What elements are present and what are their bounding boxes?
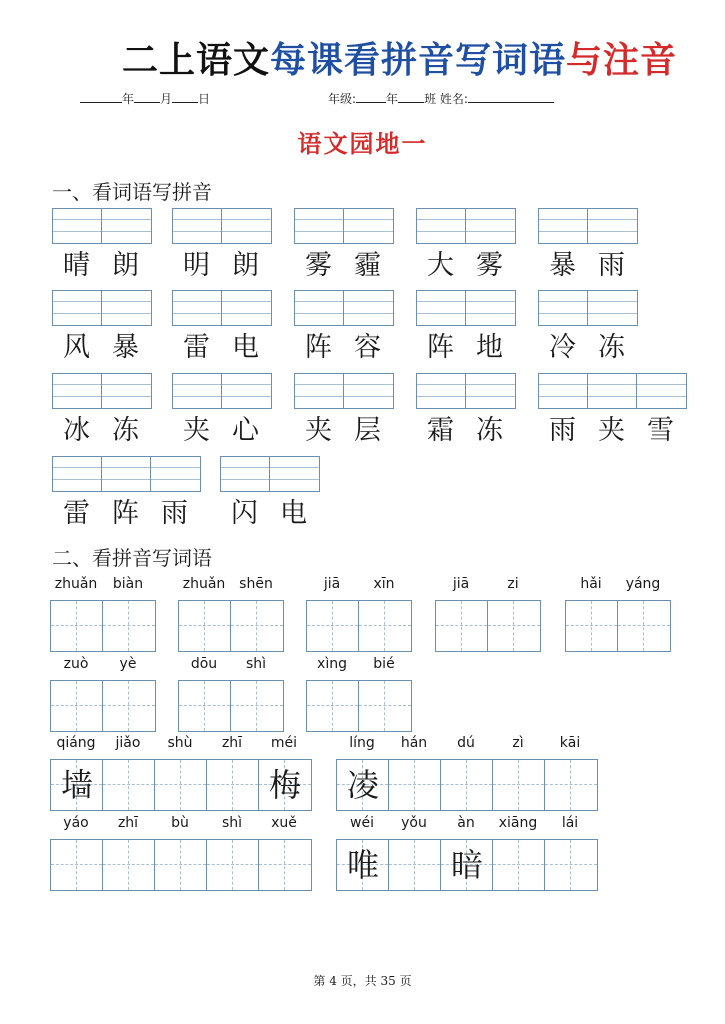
tianzige-cell[interactable]	[155, 760, 207, 810]
tianzige-cell[interactable]	[307, 601, 359, 651]
page-footer: 第 4 页，共 35 页	[313, 974, 412, 988]
tianzige-cell[interactable]	[337, 760, 389, 810]
pinyin-label: xīn	[373, 576, 395, 592]
tianzige-cell[interactable]	[259, 840, 311, 890]
tianzige-grid	[336, 759, 598, 811]
word-item	[538, 290, 638, 368]
date-fields	[80, 90, 210, 107]
pinyin-cell[interactable]	[173, 291, 222, 325]
tianzige-cell[interactable]	[155, 840, 207, 890]
word-characters	[52, 246, 152, 286]
year-label: 年	[122, 92, 135, 106]
tianzige-cell[interactable]	[545, 760, 597, 810]
student-info-row	[80, 90, 640, 110]
pinyin-label: bù	[171, 815, 189, 831]
pinyin-label: yáo	[63, 815, 89, 831]
hanzi-char: 地	[476, 332, 503, 363]
tianzige-cell[interactable]	[359, 601, 411, 651]
month-blank[interactable]	[134, 91, 160, 103]
hanzi-char: 雨	[161, 498, 188, 529]
word-item	[538, 208, 638, 286]
word-item	[416, 290, 516, 368]
hanzi-char: 阵	[427, 332, 454, 363]
pinyin-writing-box[interactable]	[294, 208, 394, 244]
hanzi-char: 层	[354, 415, 381, 446]
pinyin-cell[interactable]	[270, 457, 319, 491]
word-characters	[538, 328, 638, 368]
tianzige-grid	[50, 680, 156, 732]
hanzi-char: 容	[354, 332, 381, 363]
pinyin-label: àn	[457, 815, 475, 831]
word-item	[52, 456, 201, 534]
word-characters	[220, 494, 320, 534]
grade-year-label: 年	[386, 92, 399, 106]
pinyin-cell[interactable]	[53, 291, 102, 325]
pinyin-writing-box[interactable]	[52, 456, 201, 492]
word-item	[172, 208, 272, 286]
pinyin-label: shù	[167, 735, 193, 751]
tianzige-cell[interactable]	[231, 681, 283, 731]
tianzige-cell[interactable]	[259, 760, 311, 810]
pinyin-writing-box[interactable]	[52, 373, 152, 409]
hanzi-char: 冷	[549, 332, 576, 363]
pinyin-cell[interactable]	[588, 291, 637, 325]
name-blank[interactable]	[468, 91, 554, 103]
pinyin-label: zhuǎn	[54, 576, 98, 592]
hanzi-char: 风	[63, 332, 90, 363]
pinyin-cell[interactable]	[466, 209, 515, 243]
pinyin-cell[interactable]	[417, 209, 466, 243]
hanzi-char: 雷	[183, 332, 210, 363]
hanzi-char: 雾	[305, 250, 332, 281]
tianzige-grid	[50, 600, 156, 652]
title-part-exercise: 每课看拼音写词语	[270, 40, 567, 81]
word-characters	[294, 246, 394, 286]
word-characters	[52, 494, 201, 534]
pinyin-label: shì	[245, 656, 267, 672]
word-item	[416, 208, 516, 286]
pinyin-label: bié	[373, 656, 395, 672]
hanzi-char: 明	[183, 250, 210, 281]
pinyin-writing-box[interactable]	[52, 290, 152, 326]
pinyin-cell[interactable]	[173, 374, 222, 408]
pinyin-label: lái	[561, 815, 579, 831]
hanzi-char: 冻	[476, 415, 503, 446]
pinyin-cell[interactable]	[222, 291, 271, 325]
tianzige-cell[interactable]	[545, 840, 597, 890]
pinyin-label: shēn	[239, 576, 273, 592]
tianzige-cell[interactable]	[179, 681, 231, 731]
pinyin-cell[interactable]	[151, 457, 200, 491]
word-item	[416, 373, 516, 451]
tianzige-grid	[336, 839, 598, 891]
word-item	[294, 290, 394, 368]
hanzi-char: 冰	[63, 415, 90, 446]
word-characters	[52, 411, 152, 451]
given-character: 暗	[450, 846, 483, 884]
pinyin-cell[interactable]	[295, 209, 344, 243]
pinyin-writing-box[interactable]	[416, 208, 516, 244]
pinyin-writing-box[interactable]	[416, 290, 516, 326]
pinyin-cell[interactable]	[417, 374, 466, 408]
tianzige-cell[interactable]	[207, 760, 259, 810]
given-character: 墙	[60, 766, 93, 804]
pinyin-writing-box[interactable]	[416, 373, 516, 409]
pinyin-cell[interactable]	[588, 374, 637, 408]
word-characters	[538, 411, 687, 451]
class-blank[interactable]	[398, 91, 424, 103]
tianzige-cell[interactable]	[103, 681, 155, 731]
pinyin-writing-box[interactable]	[220, 456, 320, 492]
pinyin-label: jiā	[452, 576, 470, 592]
pinyin-label: kāi	[559, 735, 581, 751]
hanzi-char: 冻	[598, 332, 625, 363]
tianzige-grid	[50, 759, 312, 811]
word-characters	[294, 411, 394, 451]
pinyin-label: wéi	[350, 815, 374, 831]
pinyin-cell[interactable]	[588, 209, 637, 243]
pinyin-cell[interactable]	[539, 209, 588, 243]
pinyin-label: zì	[512, 735, 524, 751]
word-item	[220, 456, 320, 534]
pinyin-label: líng	[349, 735, 375, 751]
pinyin-label: qiáng	[56, 735, 96, 751]
hanzi-char: 闪	[231, 498, 258, 529]
pinyin-writing-box[interactable]	[294, 373, 394, 409]
pinyin-writing-box[interactable]	[294, 290, 394, 326]
lesson-title: 语文园地一	[297, 129, 428, 158]
hanzi-char: 暴	[112, 332, 139, 363]
word-characters	[416, 411, 516, 451]
grade-label: 年级:	[328, 92, 357, 106]
pinyin-label: jiā	[323, 576, 341, 592]
tianzige-cell[interactable]	[207, 840, 259, 890]
hanzi-char: 雷	[63, 498, 90, 529]
name-label: 姓名:	[439, 92, 468, 106]
pinyin-cell[interactable]	[222, 374, 271, 408]
hanzi-char: 霜	[427, 415, 454, 446]
tianzige-grid	[178, 680, 284, 732]
pinyin-label: xuě	[271, 815, 297, 831]
hanzi-char: 霾	[354, 250, 381, 281]
pinyin-cell[interactable]	[102, 209, 151, 243]
tianzige-cell[interactable]	[488, 601, 540, 651]
class-label: 班	[424, 92, 437, 106]
year-blank[interactable]	[80, 91, 122, 103]
tianzige-grid	[50, 839, 312, 891]
pinyin-cell[interactable]	[295, 374, 344, 408]
hanzi-char: 冻	[112, 415, 139, 446]
pinyin-cell[interactable]	[53, 209, 102, 243]
word-characters	[52, 328, 152, 368]
pinyin-cell[interactable]	[539, 374, 588, 408]
pinyin-label: zhuǎn	[182, 576, 226, 592]
hanzi-char: 朗	[232, 250, 259, 281]
tianzige-cell[interactable]	[359, 681, 411, 731]
pinyin-cell[interactable]	[417, 291, 466, 325]
pinyin-cell[interactable]	[102, 374, 151, 408]
tianzige-cell[interactable]	[103, 601, 155, 651]
title-part-grade: 二上语文	[122, 40, 271, 81]
hanzi-char: 雨	[598, 250, 625, 281]
tianzige-cell[interactable]	[307, 681, 359, 731]
pinyin-label: zuò	[63, 656, 89, 672]
class-fields	[328, 90, 554, 107]
hanzi-char: 电	[232, 332, 259, 363]
pinyin-label: jiǎo	[115, 735, 141, 751]
pinyin-label: dōu	[190, 656, 218, 672]
pinyin-label: xìng	[317, 656, 347, 672]
tianzige-cell[interactable]	[618, 601, 670, 651]
tianzige-cell[interactable]	[389, 840, 441, 890]
tianzige-cell[interactable]	[51, 760, 103, 810]
pinyin-cell[interactable]	[466, 374, 515, 408]
tianzige-grid	[178, 600, 284, 652]
hanzi-char: 晴	[63, 250, 90, 281]
tianzige-grid	[306, 600, 412, 652]
tianzige-cell[interactable]	[441, 840, 493, 890]
word-item	[52, 208, 152, 286]
pinyin-label: shì	[221, 815, 243, 831]
hanzi-char: 雪	[647, 415, 674, 446]
pinyin-writing-box[interactable]	[172, 373, 272, 409]
pinyin-cell[interactable]	[466, 291, 515, 325]
word-characters	[416, 246, 516, 286]
word-item	[538, 373, 687, 451]
pinyin-label: xiāng	[498, 815, 538, 831]
pinyin-label: biàn	[112, 576, 144, 592]
tianzige-cell[interactable]	[436, 601, 488, 651]
tianzige-cell[interactable]	[493, 760, 545, 810]
tianzige-cell[interactable]	[389, 760, 441, 810]
tianzige-cell[interactable]	[337, 840, 389, 890]
pinyin-cell[interactable]	[344, 209, 393, 243]
given-character: 凌	[346, 766, 379, 804]
tianzige-cell[interactable]	[179, 601, 231, 651]
pinyin-writing-box[interactable]	[538, 290, 638, 326]
day-blank[interactable]	[172, 91, 198, 103]
pinyin-cell[interactable]	[539, 291, 588, 325]
title-part-phonetic: 注音	[603, 40, 678, 81]
word-item	[172, 290, 272, 368]
word-item	[294, 208, 394, 286]
tianzige-grid	[306, 680, 412, 732]
word-item	[172, 373, 272, 451]
tianzige-cell[interactable]	[51, 681, 103, 731]
pinyin-cell[interactable]	[344, 374, 393, 408]
pinyin-label: zhī	[221, 735, 243, 751]
pinyin-label: hǎi	[580, 576, 602, 592]
tianzige-cell[interactable]	[51, 601, 103, 651]
pinyin-cell[interactable]	[295, 291, 344, 325]
hanzi-char: 阵	[305, 332, 332, 363]
hanzi-char: 暴	[549, 250, 576, 281]
hanzi-char: 夹	[598, 415, 625, 446]
given-character: 梅	[268, 766, 301, 804]
title-part-and: 与	[566, 40, 604, 81]
tianzige-cell[interactable]	[441, 760, 493, 810]
pinyin-label: yǒu	[401, 815, 427, 831]
given-character: 唯	[346, 846, 379, 884]
pinyin-writing-box[interactable]	[172, 208, 272, 244]
section1-title: 一、看词语写拼音	[52, 180, 212, 204]
hanzi-char: 心	[232, 415, 259, 446]
grade-blank[interactable]	[356, 91, 386, 103]
word-item	[52, 373, 152, 451]
tianzige-cell[interactable]	[231, 601, 283, 651]
tianzige-cell[interactable]	[103, 760, 155, 810]
pinyin-label: dú	[457, 735, 475, 751]
pinyin-label: méi	[270, 735, 298, 751]
word-item	[294, 373, 394, 451]
pinyin-cell[interactable]	[344, 291, 393, 325]
month-label: 月	[160, 92, 173, 106]
hanzi-char: 大	[427, 250, 454, 281]
word-item	[52, 290, 152, 368]
pinyin-cell[interactable]	[222, 209, 271, 243]
pinyin-cell[interactable]	[53, 374, 102, 408]
pinyin-writing-box[interactable]	[538, 373, 687, 409]
tianzige-cell[interactable]	[493, 840, 545, 890]
hanzi-char: 朗	[112, 250, 139, 281]
pinyin-cell[interactable]	[173, 209, 222, 243]
tianzige-grid	[435, 600, 541, 652]
tianzige-cell[interactable]	[51, 840, 103, 890]
pinyin-label: yè	[119, 656, 137, 672]
pinyin-cell[interactable]	[637, 374, 686, 408]
word-characters	[294, 328, 394, 368]
word-characters	[172, 411, 272, 451]
word-characters	[172, 328, 272, 368]
pinyin-label: hán	[400, 735, 428, 751]
hanzi-char: 夹	[305, 415, 332, 446]
tianzige-cell[interactable]	[103, 840, 155, 890]
pinyin-cell[interactable]	[221, 457, 270, 491]
hanzi-char: 电	[280, 498, 307, 529]
pinyin-writing-box[interactable]	[538, 208, 638, 244]
section2-title: 二、看拼音写词语	[52, 546, 212, 570]
word-characters	[172, 246, 272, 286]
hanzi-char: 夹	[183, 415, 210, 446]
pinyin-cell[interactable]	[102, 457, 151, 491]
pinyin-label: yáng	[625, 576, 661, 592]
hanzi-char: 阵	[112, 498, 139, 529]
hanzi-char: 雾	[476, 250, 503, 281]
pinyin-writing-box[interactable]	[52, 208, 152, 244]
pinyin-cell[interactable]	[53, 457, 102, 491]
hanzi-char: 雨	[549, 415, 576, 446]
pinyin-label: zhī	[117, 815, 139, 831]
word-characters	[538, 246, 638, 286]
page-title	[0, 32, 725, 83]
pinyin-cell[interactable]	[102, 291, 151, 325]
pinyin-writing-box[interactable]	[172, 290, 272, 326]
word-characters	[416, 328, 516, 368]
pinyin-label: zi	[507, 576, 519, 592]
tianzige-cell[interactable]	[566, 601, 618, 651]
tianzige-grid	[565, 600, 671, 652]
day-label: 日	[198, 92, 211, 106]
